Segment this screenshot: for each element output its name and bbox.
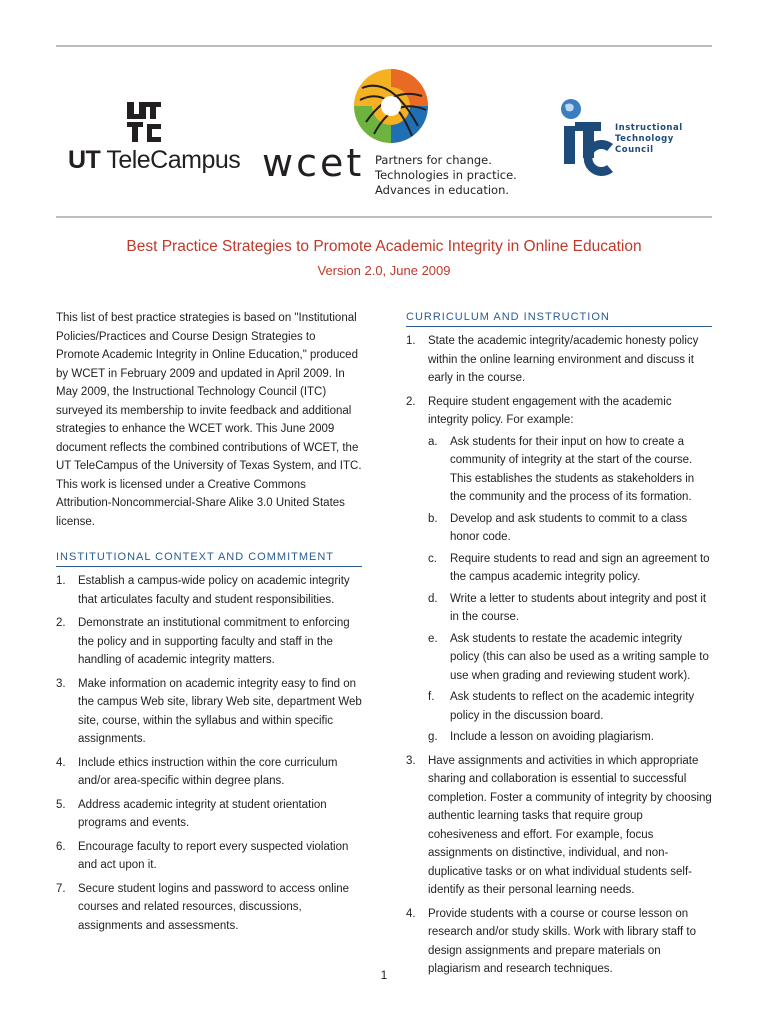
wcet-tagline-line: Partners for change.	[375, 153, 492, 167]
item-number: 2.	[56, 617, 66, 629]
sub-item-letter: g.	[428, 731, 438, 743]
item-text: Have assignments and activities in which appropriate sharing and collaboration is essential to successful completion. Foster a community of integrity by choosing authentic learning tasks that require group cohesiveness and effort. For example, focus assignments on distinctive, individual, and non-duplicative tasks or on what individual students self-identify as their personal learning needs.	[428, 754, 712, 896]
sub-item-text: Ask students to reflect on the academic integrity policy in the discussion board.	[450, 691, 695, 722]
sub-item-letter: c.	[428, 552, 437, 565]
list-item	[56, 754, 362, 791]
sub-list-item	[428, 630, 712, 686]
list-item	[406, 752, 712, 900]
wcet-wordmark: wcet	[262, 141, 365, 185]
item-text: Establish a campus-wide policy on academic integrity that articulates faculty and student responsibilities.	[78, 575, 350, 606]
item-number: 3.	[406, 754, 416, 767]
list-item	[56, 880, 362, 936]
sub-item-letter: f.	[428, 691, 435, 703]
wcet-tagline	[375, 153, 517, 198]
list-item	[56, 796, 362, 833]
sub-item-letter: b.	[428, 512, 438, 525]
section-heading-curriculum: CURRICULUM AND INSTRUCTION	[406, 309, 712, 327]
sub-item-text: Write a letter to students about integrity and post it in the course.	[450, 592, 707, 623]
sub-item-letter: e.	[428, 632, 438, 645]
item-number: 6.	[56, 840, 66, 853]
list-item	[406, 332, 712, 388]
header-divider	[56, 216, 712, 218]
sub-list-item	[428, 510, 712, 547]
intro-paragraph: This list of best practice strategies is based on "Institutional Policies/Practices and Course Design Strategies to Promote Academic Integrity in Online Education," produced by WCET in February 2009 and updated in April 2009. In May 2009, the Instructional Technology Council (ITC) surveyed its membership to invite feedback and additional strategies to enhance the WCET work. This June 2009 document reflects the combined contributions of WCET, the UT TeleCampus of the University of Texas System, and ITC. This work is licensed under a Creative Commons Attribution-Noncommercial-Share Alike 3.0 United States license.	[56, 312, 362, 528]
sub-item-letter: a.	[428, 435, 438, 448]
document-title: Best Practice Strategies to Promote Academic Integrity in Online Education	[126, 238, 642, 255]
wcet-swirl-icon	[352, 66, 430, 150]
item-number: 2.	[406, 395, 416, 408]
sub-list-item	[428, 688, 712, 725]
sub-item-text: Develop and ask students to commit to a class honor code.	[450, 512, 688, 543]
left-column	[56, 309, 362, 940]
itc-name-line: Council	[615, 145, 654, 155]
item-number: 3.	[56, 677, 66, 690]
sub-list-item	[428, 433, 712, 507]
item-number: 7.	[56, 882, 66, 895]
curriculum-list	[406, 332, 712, 979]
page-number: 1	[380, 968, 388, 982]
item-number: 5.	[56, 798, 66, 811]
top-divider	[56, 45, 712, 47]
item-text: Include ethics instruction within the core curriculum and/or area-specific within degree plans.	[78, 756, 338, 787]
right-column	[406, 309, 712, 984]
ut-telecampus-logo	[68, 100, 241, 180]
section-heading-institutional: INSTITUTIONAL CONTEXT AND COMMITMENT	[56, 549, 362, 567]
wcet-logo	[262, 66, 532, 206]
wcet-tagline-line: Advances in education.	[375, 183, 510, 197]
sub-list-item	[428, 550, 712, 587]
itc-name-line: Technology	[615, 134, 674, 144]
sub-item-text: Ask students for their input on how to create a community of integrity at the start of the course. This establishes the students as stakeholders in the community and the process of its formation.	[450, 435, 695, 503]
wcet-tagline-line: Technologies in practice.	[375, 168, 517, 182]
sub-item-text: Include a lesson on avoiding plagiarism.	[450, 731, 654, 743]
item-number: 4.	[406, 907, 416, 920]
list-item	[56, 614, 362, 670]
list-item	[56, 572, 362, 609]
document-version: Version 2.0, June 2009	[317, 263, 451, 278]
ut-tower-icon	[123, 100, 163, 146]
sub-list-item	[428, 728, 712, 747]
sub-item-text: Require students to read and sign an agreement to the campus academic integrity policy.	[450, 552, 710, 583]
list-item	[56, 838, 362, 875]
sub-list-item	[428, 590, 712, 627]
item-text: Encourage faculty to report every suspected violation and act upon it.	[78, 840, 349, 871]
item-number: 4.	[56, 756, 66, 769]
itc-logo	[556, 96, 696, 186]
item-text: Secure student logins and password to access online courses and related resources, discussions, assignments and assessments.	[78, 882, 350, 932]
ut-logo-sub: TeleCampus	[100, 146, 241, 174]
institutional-list	[56, 572, 362, 935]
itc-name	[615, 123, 683, 156]
ut-logo-name: UT	[68, 146, 101, 174]
engagement-sublist	[428, 433, 712, 747]
item-text: Make information on academic integrity easy to find on the campus Web site, library Web site, department Web site, course, within the syllabus and within specific assignments.	[78, 677, 362, 745]
item-text: Address academic integrity at student orientation programs and events.	[78, 798, 327, 829]
sub-item-letter: d.	[428, 592, 438, 605]
item-number: 1.	[56, 575, 66, 587]
item-number: 1.	[406, 335, 416, 347]
list-item	[406, 393, 712, 747]
item-text: Demonstrate an institutional commitment to enforcing the policy and in supporting faculty and staff in the handling of academic integrity matters.	[78, 617, 350, 666]
itc-name-line: Instructional	[615, 123, 683, 133]
item-text: State the academic integrity/academic honesty policy within the online learning environment and discuss it early in the course.	[428, 335, 699, 384]
item-text: Require student engagement with the academic integrity policy. For example:	[428, 395, 672, 426]
list-item	[56, 675, 362, 749]
item-text: Provide students with a course or course lesson on research and/or study skills. Work with library staff to design assignments and prepare materials on plagiarism and research techniques.	[428, 907, 697, 975]
sub-item-text: Ask students to restate the academic integrity policy (this can also be used as a writing sample to use when grading and reviewing student work).	[450, 632, 709, 682]
itc-globe-icon	[556, 96, 616, 182]
